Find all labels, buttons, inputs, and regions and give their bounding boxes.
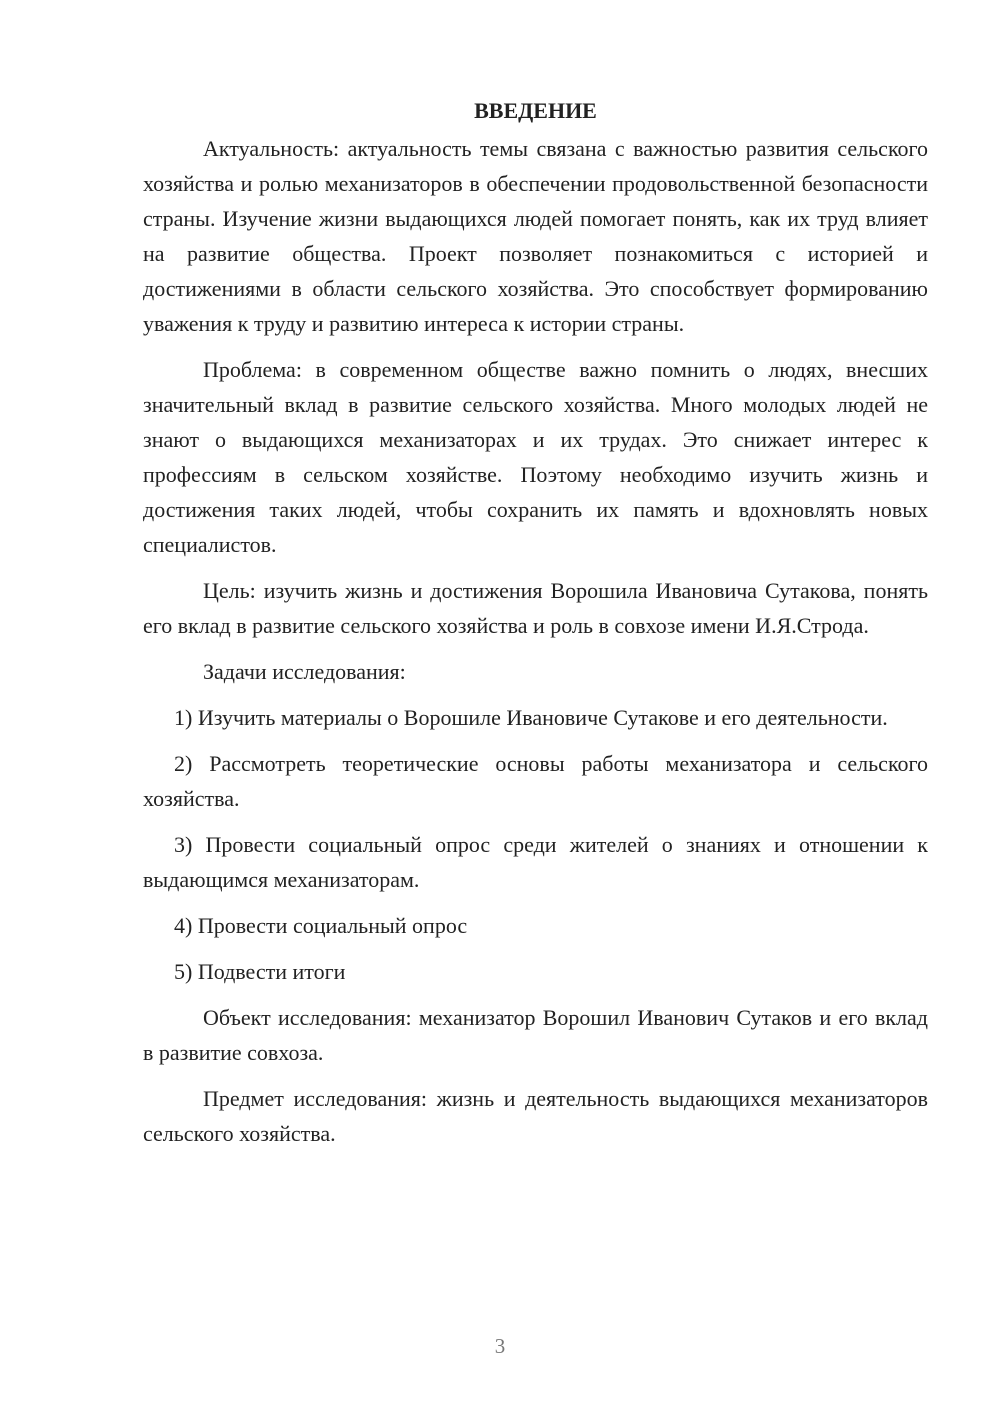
task-item: 2) Рассмотреть теоретические основы работы механизатора и сельского хозяйства. xyxy=(143,751,928,811)
goal-paragraph: Цель: изучить жизнь и достижения Ворошила Ивановича Сутакова, понять его вклад в развитие сельского хозяйства и роль в совхозе имени И.Я.Строда. xyxy=(143,578,928,638)
subject-paragraph: Предмет исследования: жизнь и деятельность выдающихся механизаторов сельского хозяйства. xyxy=(143,1086,928,1146)
page-number: 3 xyxy=(494,1334,506,1358)
task-item: 3) Провести социальный опрос среди жителей о знаниях и отношении к выдающимся механизаторам. xyxy=(143,832,928,892)
relevance-paragraph: Актуальность: актуальность темы связана с важностью развития сельского хозяйства и ролью механизаторов в обеспечении продовольственной безопасности страны. Изучение жизни выдающихся людей помогает понять, как их труд влияет на развитие общества. Проект позволяет познакомиться с историей и достижениями в области сельского хозяйства. Это способствует формированию уважения к труду и развитию интереса к истории страны. xyxy=(143,136,928,336)
document-page xyxy=(143,93,928,1162)
problem-paragraph: Проблема: в современном обществе важно помнить о людях, внесших значительный вклад в развитие сельского хозяйства. Много молодых людей не знают о выдающихся механизаторах и их трудах. Это снижает интерес к профессиям в сельском хозяйстве. Поэтому необходимо изучить жизнь и достижения таких людей, чтобы сохранить их память и вдохновлять новых специалистов. xyxy=(143,357,928,557)
task-item: 4) Провести социальный опрос xyxy=(174,913,468,938)
task-item: 1) Изучить материалы о Ворошиле Ивановиче Сутакове и его деятельности. xyxy=(174,705,888,730)
tasks-heading: Задачи исследования: xyxy=(203,659,406,684)
task-item: 5) Подвести итоги xyxy=(174,959,346,984)
object-paragraph: Объект исследования: механизатор Ворошил Иванович Сутаков и его вклад в развитие совхоза. xyxy=(143,1005,928,1065)
document-heading: ВВЕДЕНИЕ xyxy=(474,98,597,123)
